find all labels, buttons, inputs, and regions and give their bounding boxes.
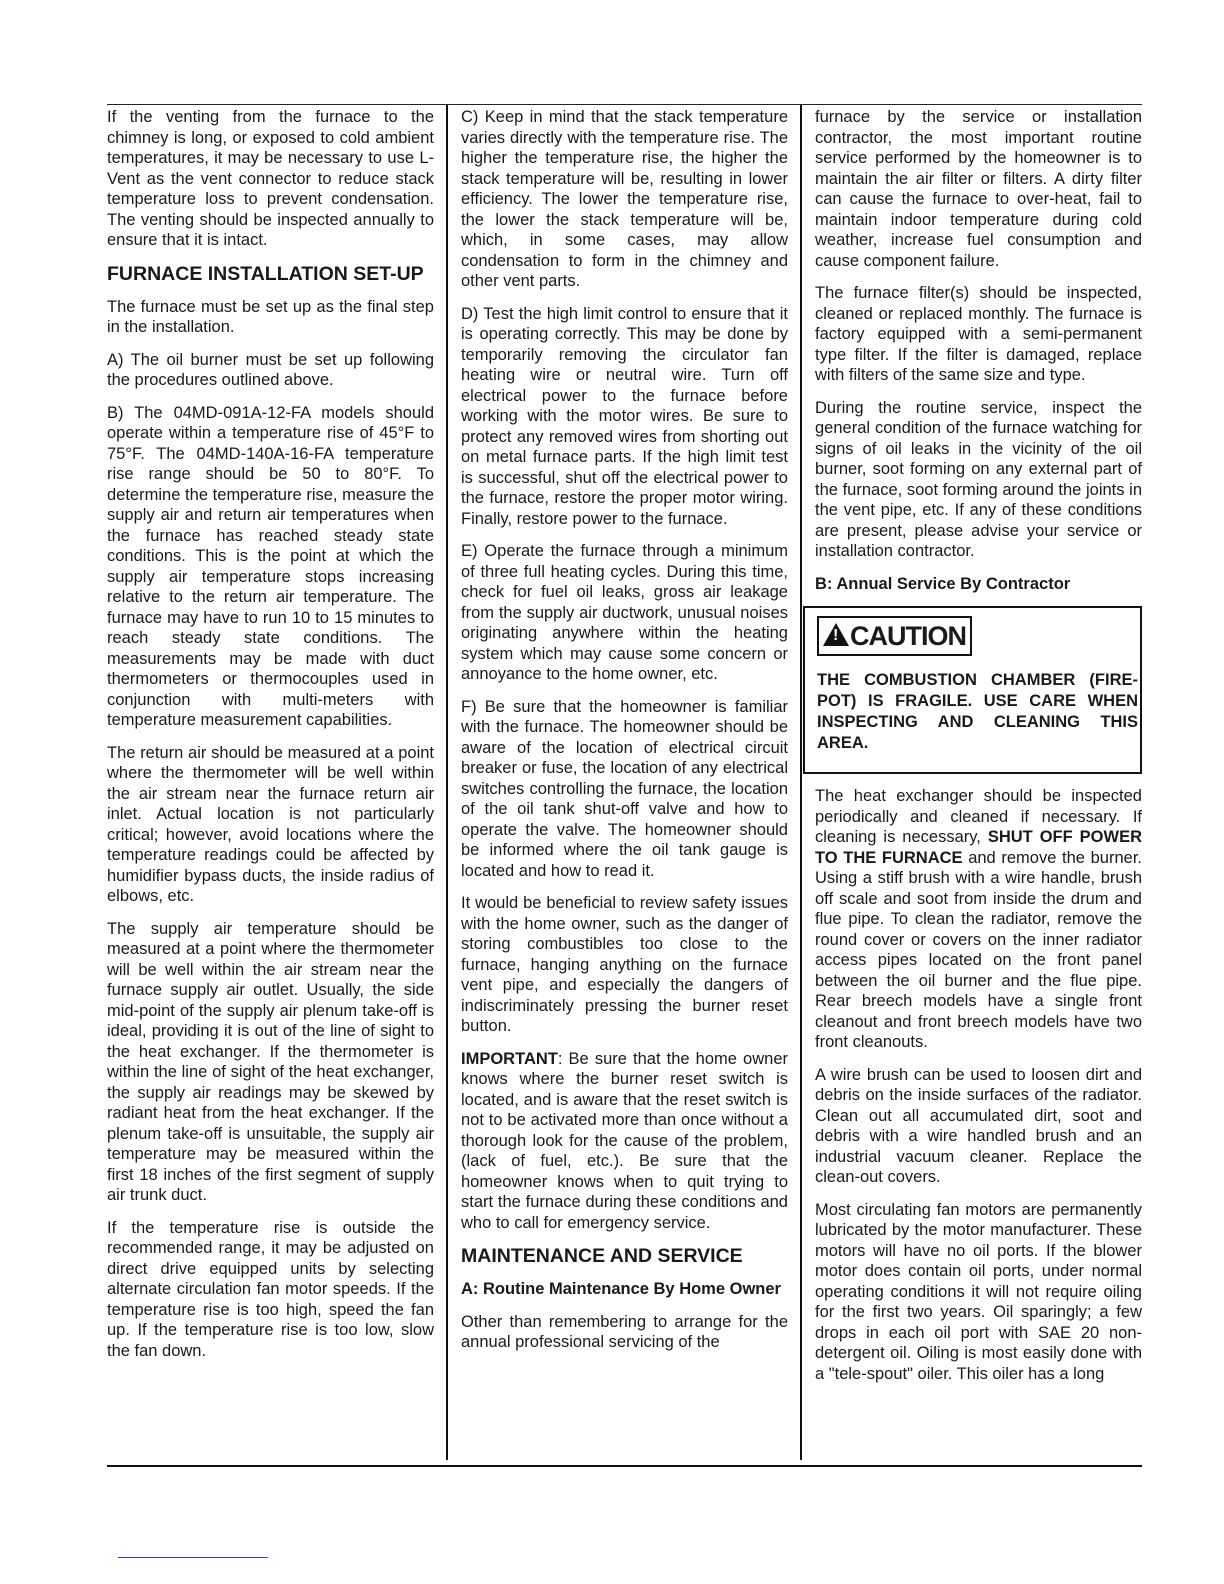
- important-text: : Be sure that the home owner knows where the burner reset switch is located, and is aware that the reset switch is not to be activated more than once without a thorough look for the cause of the problem, (lack of fuel, etc.). Be sure that the homeowner knows when to quit trying to start the furnace during these conditions and who to call for emergency service.: [461, 1049, 788, 1232]
- return-air-paragraph: The return air should be measured at a point where the thermometer will be well within the air stream near the furnace return air inlet. Actual location is not particularly critical; however, avoid locations where the temperature readings could be affected by humidifier bypass ducts, the inside radius of elbows, etc.: [107, 743, 434, 905]
- routine-maintenance-paragraph: Other than remembering to arrange for the annual professional servicing of the: [461, 1312, 788, 1351]
- setup-heading: FURNACE INSTALLATION SET-UP: [107, 262, 424, 285]
- venting-paragraph: If the venting from the furnace to the chimney is long, or exposed to cold ambient temperatures, it may be necessary to use L-Vent as the vent connector to reduce stack temperature loss to prevent condensation. The venting should be inspected annually to ensure that it is intact.: [107, 108, 434, 249]
- column-1: [107, 107, 434, 1373]
- bottom-rule: [107, 1465, 1142, 1467]
- important-paragraph: [461, 1049, 788, 1234]
- setup-step-d: D) Test the high limit control to ensure that it is operating correctly. This may be done by temporarily removing the circulator fan heating wire or neutral wire. Turn off electrical power to the furnace before working with the motor wires. Be sure to protect any removed wires from shorting out on metal furnace parts. If the high limit test is successful, shut off the electrical power to the furnace, restore the proper motor wiring. Finally, restore power to the furnace.: [461, 304, 788, 528]
- setup-step-c: C) Keep in mind that the stack temperature varies directly with the temperature rise. The higher the temperature rise, the higher the stack temperature will be, resulting in lower efficiency. The lower the temperature rise, the lower the stack temperature will be, which, in some cases, may allow condensation to form in the chimney and other vent parts.: [461, 108, 788, 290]
- fan-motor-paragraph: Most circulating fan motors are permanently lubricated by the motor manufacturer. These motors will have no oil ports. If the blower motor does contain oil ports, under normal operating conditions it will not require oiling for the first two years. Oil sparingly; a few drops in each oil port with SAE 20 non-detergent oil. Oiling is most easily done with a "tele-spout" oiler. This oiler has a long: [815, 1200, 1142, 1383]
- routine-service-paragraph: During the routine service, inspect the general condition of the furnace watching for signs of oil leaks in the vicinity of the oil burner, soot forming on any external part of the furnace, soot forming around the joints in the vent pipe, etc. If any of these conditions are present, please advise your service or installation contractor.: [815, 398, 1142, 560]
- setup-intro: The furnace must be set up as the final step in the installation.: [107, 297, 434, 336]
- temperature-rise-paragraph: If the temperature rise is outside the recommended range, it may be adjusted on direct drive equipped units by selecting alternate circulation fan motor speeds. If the temperature rise is too high, speed the fan up. If the temperature rise is too low, slow the fan down.: [107, 1218, 434, 1360]
- caution-label: ! CAUTION: [817, 616, 972, 656]
- column-divider-2: [800, 104, 802, 1460]
- wire-brush-paragraph: A wire brush can be used to loosen dirt and debris on the inside surfaces of the radiator. Clean out all accumulated dirt, soot and debris with a wire handled brush and an industrial vacuum cleaner. Replace the clean-out covers.: [815, 1065, 1142, 1186]
- warning-triangle-icon: !: [823, 623, 849, 646]
- safety-paragraph: It would be beneficial to review safety issues with the home owner, such as the danger of storing combustibles too close to the furnace, hanging anything on the furnace vent pipe, and especially the dangers of indiscriminately pressing the burner reset button.: [461, 894, 788, 1035]
- column-3: [815, 107, 1142, 1396]
- heat-exchanger-paragraph: The heat exchanger should be inspected periodically and cleaned if necessary. If cleaning is necessary, SHUT OFF POWER TO THE FURNACE and remove the burner. Using a stiff brush with a wire handle, brush off scale and soot from inside the drum and flue pipe. To clean the radiator, remove the round cover or covers on the inner radiator access pipes located on the front panel between the oil burner and the flue pipe. Rear breech models have a single front cleanout and front breech models have two front cleanouts.: [815, 787, 1142, 1051]
- important-label: IMPORTANT: [461, 1049, 558, 1068]
- filter-inspection-paragraph: The furnace filter(s) should be inspected, cleaned or replaced monthly. The furnace is factory equipped with a semi-permanent type filter. If the filter is damaged, replace with filters of the same size and type.: [815, 284, 1142, 384]
- caution-box: [803, 606, 1142, 774]
- routine-maintenance-heading: A: Routine Maintenance By Home Owner: [461, 1280, 781, 1298]
- caution-text: THE COMBUSTION CHAMBER (FIRE-POT) IS FRAGILE. USE CARE WHEN INSPECTING AND CLEANING THIS AREA.: [817, 671, 1138, 752]
- column-divider-1: [446, 104, 448, 1460]
- setup-step-b: B) The 04MD-091A-12-FA models should operate within a temperature rise of 45°F to 75°F. The 04MD-140A-16-FA temperature rise range should be 50 to 80°F. To determine the temperature rise, measure the supply air and return air temperatures when the furnace has reached steady state conditions. This is the point at which the supply air temperature stops increasing relative to the return air temperature. The furnace may have to run 10 to 15 minutes to reach steady state conditions. The measurements may be made with duct thermometers or thermocouples used in conjunction with multi-meters with temperature measurement capabilities.: [107, 403, 434, 729]
- setup-step-a: A) The oil burner must be set up following the procedures outlined above.: [107, 350, 434, 389]
- column-2: [461, 107, 788, 1365]
- footer-link-underline: [118, 1557, 268, 1558]
- shut-off-power-warning: SHUT OFF POWER TO THE FURNACE: [815, 828, 1142, 867]
- supply-air-paragraph: The supply air temperature should be measured at a point where the thermometer will be well within the air stream near the furnace supply air outlet. Usually, the side mid-point of the supply air plenum take-off is ideal, providing it is out of the line of sight to the heat exchanger. If the thermometer is within the line of sight of the heat exchanger, the supply air readings may be skewed by radiant heat from the heat exchanger. If the plenum take-off is unsuitable, the supply air temperature may be measured within the first 18 inches of the first segment of supply air trunk duct.: [107, 919, 434, 1204]
- maintenance-heading: MAINTENANCE AND SERVICE: [461, 1245, 743, 1267]
- filter-paragraph: furnace by the service or installation contractor, the most important routine service performed by the homeowner is to maintain the air filter or filters. A dirty filter can cause the furnace to over-heat, fail to maintain indoor temperature during cold weather, increase fuel consumption and cause component failure.: [815, 108, 1142, 270]
- top-rule: [107, 104, 1142, 105]
- setup-step-f: F) Be sure that the homeowner is familiar with the furnace. The homeowner should be aware of the location of electrical circuit breaker or fuse, the location of any electrical switches controlling the furnace, the location of the oil tank shut-off valve and how to operate the valve. The homeowner should be informed where the oil tank gauge is located and how to read it.: [461, 697, 788, 880]
- setup-step-e: E) Operate the furnace through a minimum of three full heating cycles. During this time, check for fuel oil leaks, gross air leakage from the supply air ductwork, unusual noises originating anywhere within the heating system which may cause some concern or annoyance to the home owner, etc.: [461, 542, 788, 683]
- annual-service-heading: B: Annual Service By Contractor: [815, 574, 1071, 593]
